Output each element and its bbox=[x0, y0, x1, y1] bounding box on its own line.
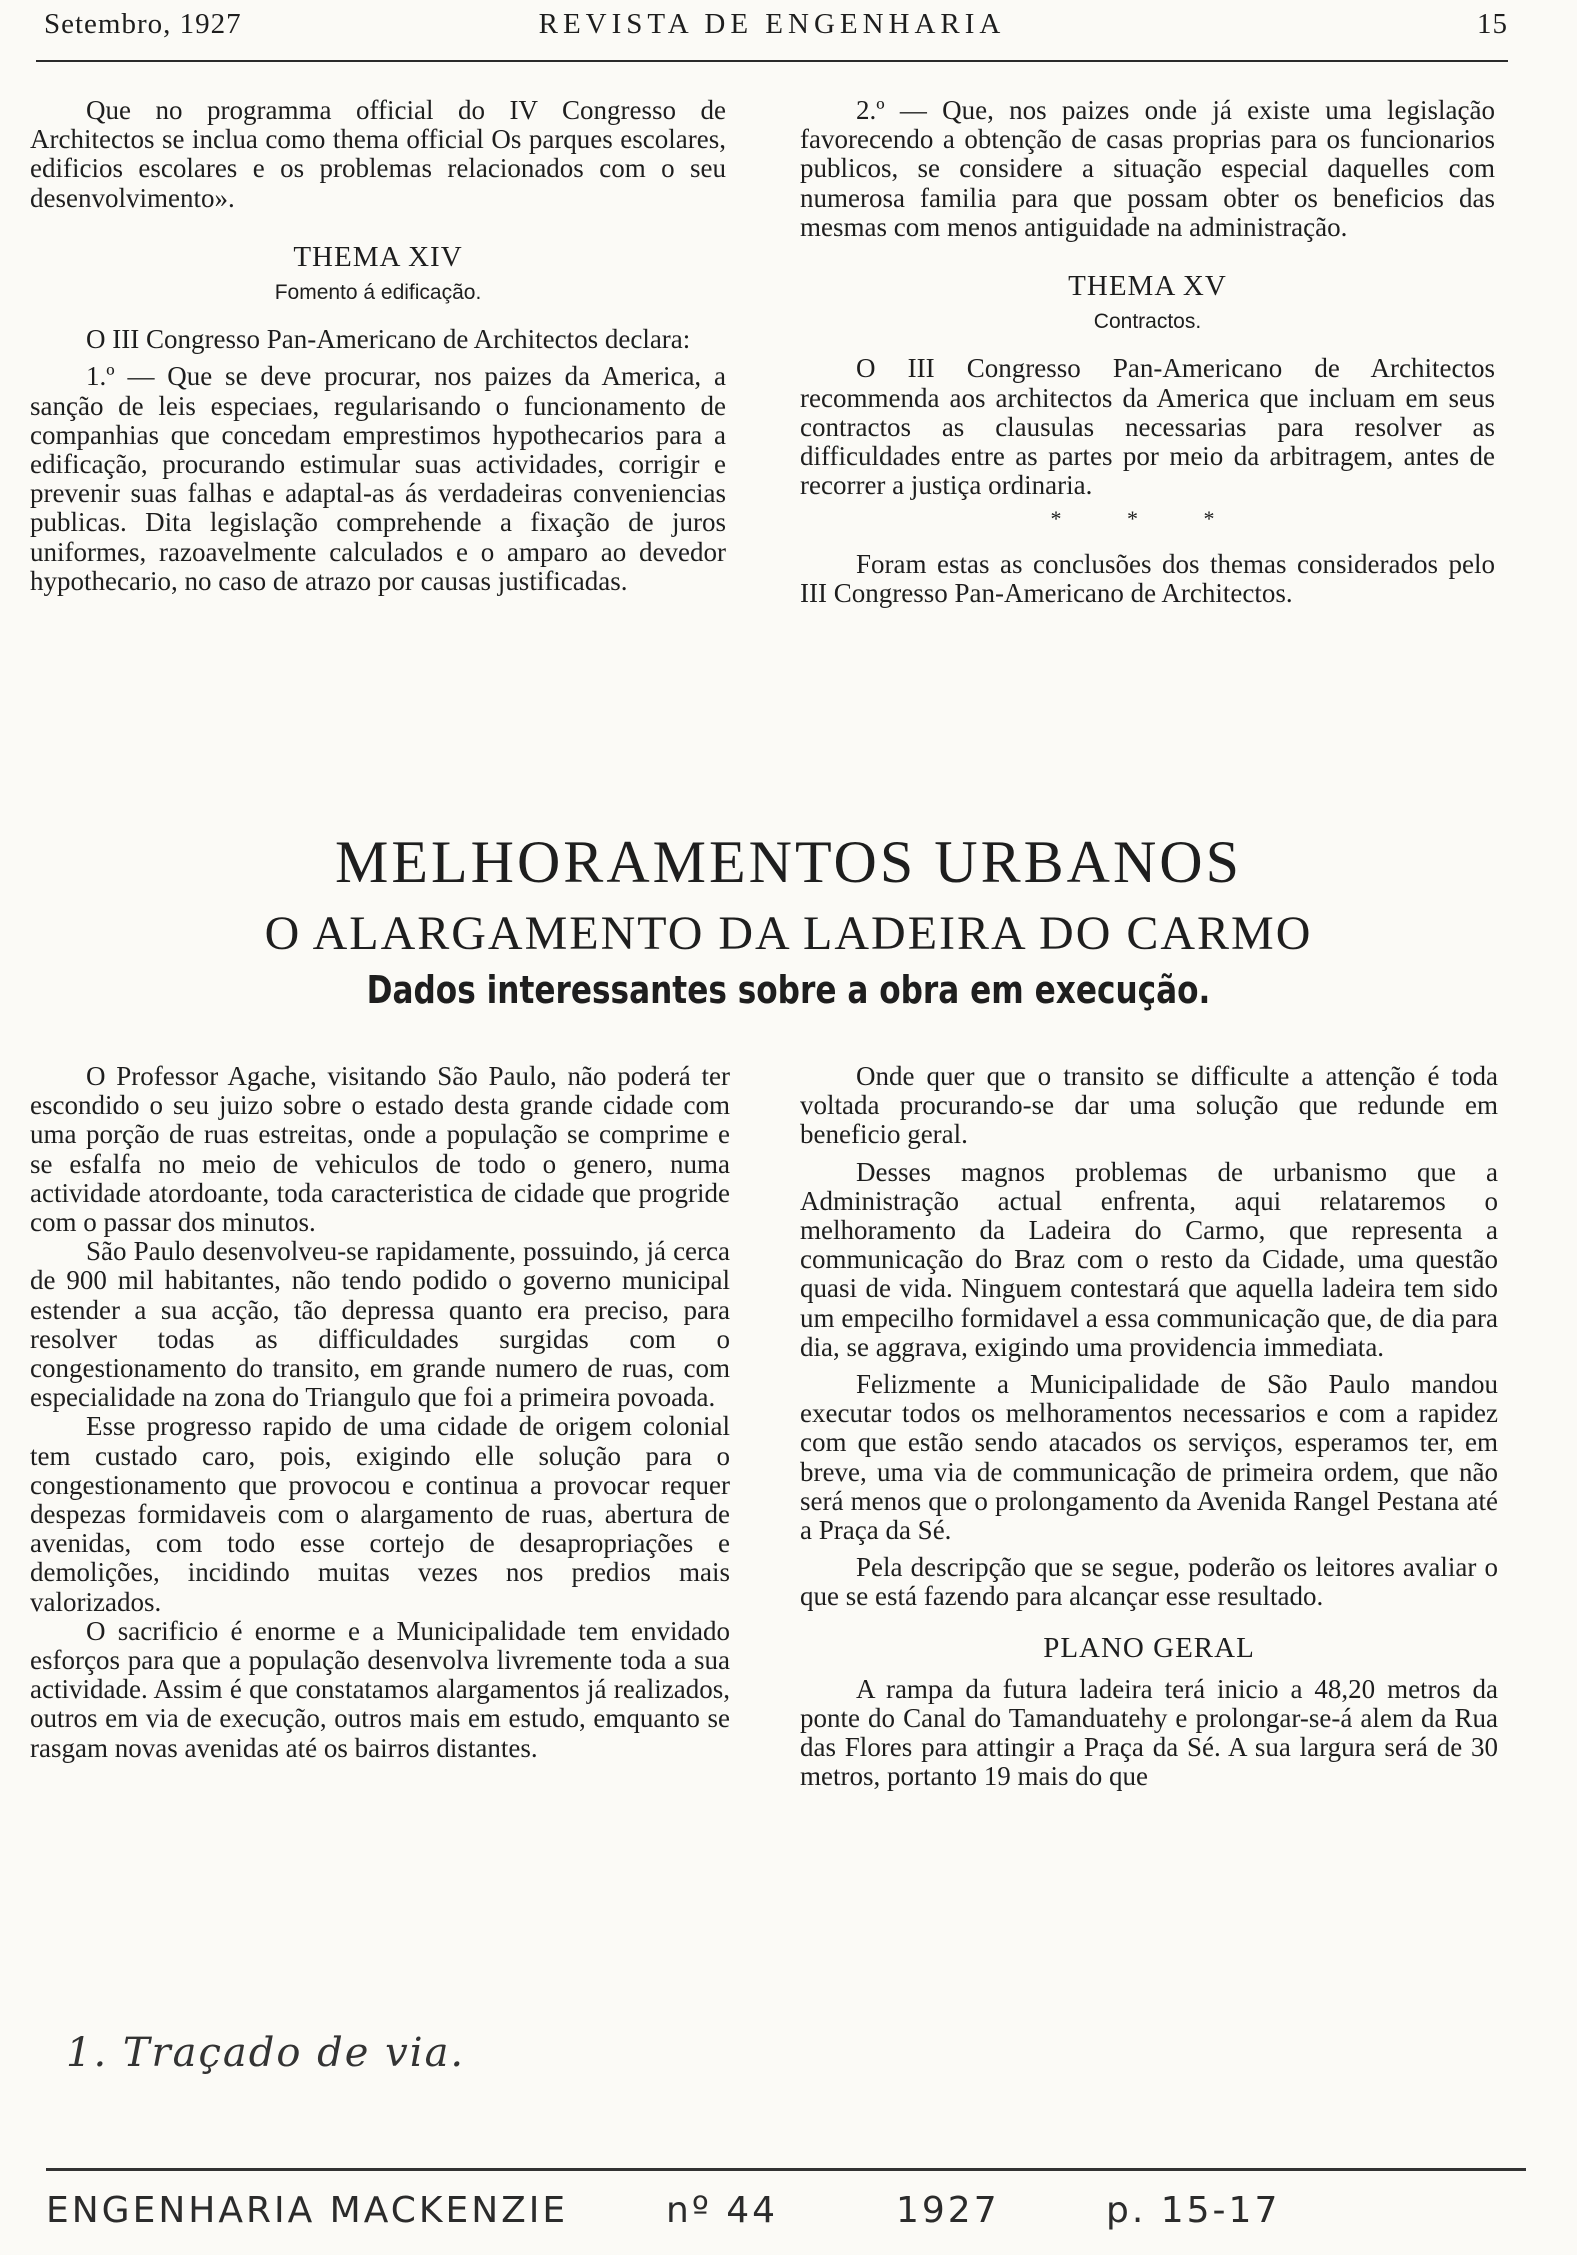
paragraph: Felizmente a Municipalidade de São Paulo mandou executar todos os melhoramentos necessarios e com a rapidez com que estão sendo atacados os serviços, esperamos ter, em breve, uma via de communicação de primeira ordem, que não será menos que o prolongamento da Avenida Rangel Pestana até a Praça da Sé. bbox=[800, 1369, 1498, 1546]
paragraph: São Paulo desenvolveu-se rapidamente, possuindo, já cerca de 900 mil habitantes, não tendo podido o governo municipal estender a sua acção, tão depressa quanto era preciso, para resolver todas as difficuldades surgidas com o congestionamento do transito, em grande numero de ruas, com especialidade na zona do Triangulo que foi a primeira povoada. bbox=[30, 1236, 730, 1413]
header-date: Setembro, 1927 bbox=[44, 8, 242, 40]
footer-pages: p. 15-17 bbox=[1106, 2190, 1281, 2231]
top-left-column bbox=[30, 96, 726, 596]
thema-title: THEMA XIV bbox=[293, 240, 463, 273]
handwritten-note: 1. Traçado de via. bbox=[66, 2030, 466, 2076]
footer-issue: nº 44 bbox=[666, 2190, 779, 2231]
paragraph: 2.º — Que, nos paizes onde já existe uma legislação favorecendo a obtenção de casas proprias para os funcionarios publicos, se considere a situação especial daquelles com numerosa familia para que possam obter os beneficios das mesmas com menos antiguidade na administração. bbox=[800, 95, 1495, 242]
footer-year: 1927 bbox=[896, 2190, 1000, 2231]
paragraph: O III Congresso Pan-Americano de Architectos recommenda aos architectos da America que incluam em seus contractos as clausulas necessarias para resolver as difficuldades entre as partes por meio da arbitragem, antes de recorrer a justiça ordinaria. bbox=[800, 353, 1495, 501]
bottom-right-column bbox=[800, 1062, 1498, 1792]
section-heading: PLANO GERAL bbox=[1043, 1631, 1255, 1664]
thema-title: THEMA XV bbox=[1068, 270, 1227, 303]
header-rule bbox=[36, 60, 1508, 62]
paragraph: 1.º — Que se deve procurar, nos paizes da America, a sanção de leis especiaes, regularisando o funcionamento de companhias que concedam emprestimos hypothecarios para a edificação, procurando estimular suas actividades, corrigir e prevenir suas falhas e adaptal-as ás verdadeiras conveniencias publicas. Dita legislação comprehende a fixação de juros uniformes, razoavelmente calculados e o amparo ao devedor hypothecario, no caso de atrazo por causas justificadas. bbox=[30, 361, 726, 596]
footer-source: ENGENHARIA MACKENZIE bbox=[46, 2190, 569, 2231]
paragraph: Pela descripção que se segue, poderão os leitores avaliar o que se está fazendo para alcançar esse resultado. bbox=[800, 1552, 1498, 1612]
thema-subtitle: Contractos. bbox=[1093, 310, 1202, 334]
top-right-column bbox=[800, 96, 1495, 608]
paragraph: A rampa da futura ladeira terá inicio a 48,20 metros da ponte do Canal do Tamanduatehy e prolongar-se-á alem da Rua das Flores para attingir a Praça da Sé. A sua largura será de 30 metros, portanto 19 mais do que bbox=[800, 1673, 1498, 1792]
bottom-left-column bbox=[30, 1062, 730, 1763]
paragraph: Foram estas as conclusões dos themas considerados pelo III Congresso Pan-Americano de Architectos. bbox=[800, 548, 1495, 608]
paragraph: Esse progresso rapido de uma cidade de origem colonial tem custado caro, pois, exigindo elle solução para o congestionamento que provocou e continua a provocar requer despezas formidaveis com o alargamento de ruas, abertura de avenidas, com todo esse cortejo de desapropriações e demolições, incidindo muitas vezes nos predios mais valorizados. bbox=[30, 1411, 730, 1617]
header-journal-title: REVISTA DE ENGENHARIA bbox=[538, 8, 1006, 40]
paragraph: O III Congresso Pan-Americano de Architectos declara: bbox=[86, 324, 691, 355]
handwritten-footer bbox=[46, 2190, 1526, 2240]
footer-rule bbox=[46, 2168, 1526, 2171]
article-deck: Dados interessantes sobre a obra em execução. bbox=[366, 968, 1211, 1012]
header-page-number: 15 bbox=[1477, 8, 1508, 40]
paragraph: Que no programma official do IV Congresso de Architectos se inclua como thema official Os parques escolares, edificios escolares e os problemas relacionados com o seu desenvolvimento». bbox=[30, 95, 726, 213]
paragraph: Desses magnos problemas de urbanismo que a Administração actual enfrenta, aqui relataremos o melhoramento da Ladeira do Carmo, que representa a communicação do Braz com o resto da Cidade, uma questão quasi de vida. Ninguem contestará que aquella ladeira tem sido um empecilho formidavel a essa communicação que, de dia para dia, se aggrava, exigindo uma providencia immediata. bbox=[800, 1156, 1498, 1362]
paragraph: Onde quer que o transito se difficulte a attenção é toda voltada procurando-se dar uma solução que redunde em beneficio geral. bbox=[800, 1061, 1498, 1150]
running-header bbox=[36, 8, 1508, 58]
thema-subtitle: Fomento á edificação. bbox=[274, 281, 482, 305]
section-separator: * * * bbox=[1050, 506, 1245, 532]
article-subtitle: O ALARGAMENTO DA LADEIRA DO CARMO bbox=[264, 907, 1313, 960]
article-title: MELHORAMENTOS URBANOS bbox=[335, 829, 1242, 895]
paragraph: O sacrificio é enorme e a Municipalidade tem envidado esforços para que a população desenvolva livremente toda a sua actividade. Assim é que constatamos alargamentos já realizados, outros em via de execução, outros mais em estudo, emquanto se rasgam novas avenidas até os bairros distantes. bbox=[30, 1615, 730, 1763]
paragraph: O Professor Agache, visitando São Paulo, não poderá ter escondido o seu juizo sobre o estado desta grande cidade com uma porção de ruas estreitas, onde a população se comprime e se esfalfa no meio de vehiculos de todo o genero, numa actividade atordoante, toda caracteristica de cidade que progride com o passar dos minutos. bbox=[30, 1061, 730, 1238]
